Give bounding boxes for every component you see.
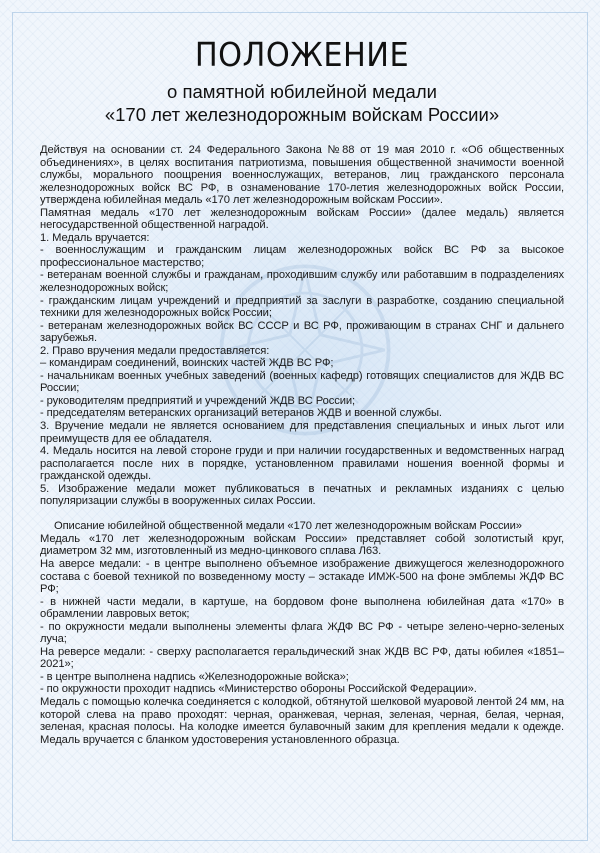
subtitle-line-1: о памятной юбилейной медали bbox=[167, 81, 437, 102]
paragraph: - председателям ветеранских организаций ветеранов ЖДВ и военной службы. bbox=[40, 407, 442, 420]
paragraph: - руководителям предприятий и учреждений ЖДВ ВС России; bbox=[40, 394, 356, 407]
paragraph: 2. Право вручения медали предоставляется: bbox=[40, 344, 270, 357]
paragraph: - военнослужащим и гражданским лицам железнодорожных войск ВС РФ за высокое профессиональное мастерство; bbox=[40, 244, 564, 269]
paragraph: Памятная медаль «170 лет железнодорожным войскам России» (далее медаль) является негосударственной общественной наградой. bbox=[40, 206, 564, 232]
paragraph: - ветеранам военной службы и гражданам, проходившим службу или работавшим в подразделениях железнодорожных войск; bbox=[40, 269, 564, 295]
document-body bbox=[40, 144, 564, 746]
paragraph: - по окружности проходит надпись «Министерство обороны Российской Федерации». bbox=[40, 683, 477, 696]
paragraph: Медаль «170 лет железнодорожным войскам России» представляет собой золотистый круг, диаметром 32 мм, изготовленный из медно-цинкового сплава Л63. bbox=[40, 532, 564, 558]
paragraph: 5. Изображение медали может публиковаться в печатных и рекламных изданиях с целью популяризации службы в вооруженных силах России. bbox=[40, 482, 564, 508]
paragraph: Медаль с помощью колечка соединяется с колодкой, обтянутой шелковой муаровой лентой 24 мм, на которой слева на право проходят: черная, оранжевая, черная, зеленая, черная, белая, черная, зеленая, красная полосы. На колодке имеется булавочный заким для крепления медали к одежде. Медаль вручается с бланком удостоверения установленного образца. bbox=[40, 696, 564, 746]
document-subtitle bbox=[40, 80, 564, 126]
paragraph: – командирам соединений, воинских частей ЖДВ ВС РФ; bbox=[40, 357, 334, 370]
paragraph: На аверсе медали: - в центре выполнено объемное изображение движущегося железнодорожного состава с боевой техникой по возведенному мосту – эстакаде ИМЖ-500 на фоне эмблемы ЖДФ ВС РФ; bbox=[40, 558, 564, 596]
paragraph: Действуя на основании ст. 24 Федерального Закона №88 от 19 мая 2010 г. «Об общественных объединениях», в целях воспитания патриотизма, повышения общественной значимости военной службы, морального поощрения военнослужащих, ветеранов, лиц гражданского персонала железнодорожных войск ВС РФ, в ознаменование 170-летия железнодорожных войск России, утверждена юбилейная медаль «170 лет железнодорожным войскам России». bbox=[40, 144, 564, 207]
description-heading: Описание юбилейной общественной медали «170 лет железнодорожным войскам России» bbox=[54, 520, 522, 533]
description-section bbox=[40, 533, 564, 746]
paragraph: 3. Вручение медали не является основанием для представления специальных и иных льгот или преимуществ для ее обладателя. bbox=[40, 420, 564, 445]
regulation-section bbox=[40, 144, 564, 508]
paragraph: На реверсе медали: - сверху располагается геральдический знак ЖДВ ВС РФ, даты юбилея «1851–2021»; bbox=[40, 645, 564, 671]
subtitle-line-2: «170 лет железнодорожным войскам России» bbox=[104, 104, 500, 125]
paragraph: - по окружности медали выполнены элементы флага ЖДФ ВС РФ - четыре зелено-черно-зеленых луча; bbox=[40, 620, 564, 646]
paragraph: - в нижней части медали, в картуше, на бордовом фоне выполнена юбилейная дата «170» в обрамлении лавровых веток; bbox=[40, 595, 564, 621]
paragraph: - в центре выполнена надпись «Железнодорожные войска»; bbox=[40, 670, 349, 683]
document-title: ПОЛОЖЕНИЕ bbox=[194, 35, 410, 74]
paragraph: - гражданским лицам учреждений и предприятий за заслуги в разработке, созданию специальной техники для железнодорожных войск России; bbox=[40, 294, 564, 320]
paragraph: - начальникам военных учебных заведений (военных кафедр) готовящих специалистов для ЖДВ ВС России; bbox=[40, 369, 564, 395]
paragraph: - ветеранам железнодорожных войск ВС СССР и ВС РФ, проживающим в странах СНГ и дальнего зарубежья. bbox=[40, 319, 564, 345]
paragraph: 4. Медаль носится на левой стороне груди и при наличии государственных и ведомственных наград располагается после них в порядке, установленном правилами ношения военной формы и гражданской одежды. bbox=[40, 445, 564, 483]
paragraph: 1. Медаль вручается: bbox=[40, 231, 150, 244]
